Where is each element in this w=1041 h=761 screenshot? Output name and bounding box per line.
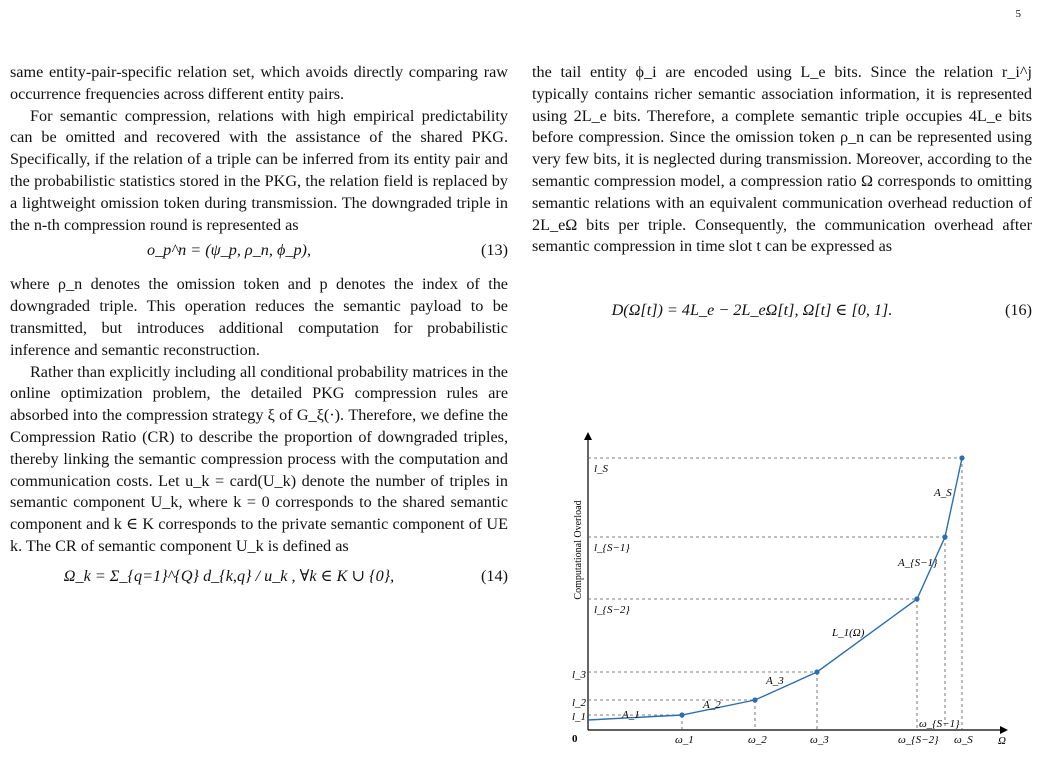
curve-points xyxy=(679,455,964,717)
page-number: 5 xyxy=(1015,8,1021,20)
left-paragraph-3: where ρ_n denotes the omission token and p denotes the index of the downgraded triple. This operation reduces the semantic payload to be transmitted, but introduces additional computation for probabilistic inference and semantic reconstruction. xyxy=(10,275,508,359)
left-paragraph-1: same entity-pair-specific relation set, which avoids directly comparing raw occurrence frequencies across different entity pairs. xyxy=(10,63,508,103)
y-tick-ls: l_S xyxy=(594,463,609,475)
left-paragraph-2: For semantic compression, relations with high empirical predictability can be omitted and recovered with the assistance of the shared PKG. Specifically, if the relation of a triple can be inferred from its entity pair and the probabilistic statistics stored in the PKG, the relation field is replaced by a lightweight omission token during transmission. The downgraded triple in the n-th compression round is represented as xyxy=(10,106,508,234)
y-tick-ls2: l_{S−2} xyxy=(594,604,630,616)
segment-label-a2: A_2 xyxy=(703,699,721,711)
equation-14 xyxy=(10,566,508,600)
compression-overhead-figure xyxy=(570,430,1010,750)
x-tick-w2: ω_2 xyxy=(748,734,767,746)
x-tick-ws2: ω_{S−2} xyxy=(898,734,939,746)
equation-16-number: (16) xyxy=(1005,301,1032,320)
y-tick-ls1: l_{S−1} xyxy=(594,542,630,554)
x-axis-label: Ω xyxy=(998,735,1006,747)
equation-13-body: o_p^n = (ψ_p, ρ_n, ϕ_p), xyxy=(146,241,311,260)
equation-13-number: (13) xyxy=(481,241,508,260)
x-axis-arrow-icon xyxy=(1000,726,1008,734)
segment-label-a1: A_1 xyxy=(622,709,640,721)
left-column xyxy=(10,62,508,604)
y-tick-l3: l_3 xyxy=(572,669,587,681)
guide-lines xyxy=(588,458,962,730)
segment-label-as: A_S xyxy=(934,487,952,499)
y-tick-l1: l_1 xyxy=(572,711,587,723)
equation-16 xyxy=(532,300,1032,330)
curve-label: L_1(Ω) xyxy=(832,627,865,639)
right-paragraph-1: the tail entity ϕ_i are encoded using L_e bits. Since the relation r_i^j typically contains richer semantic association information, it is represented using 2L_e bits. Therefore, a complete semantic triple occupies 4L_e bits before compression. Since the omission token ρ_n can be represented using very few bits, it is neglected during transmission. Moreover, according to the semantic compression model, a compression ratio Ω corresponds to omitting semantic relations with an equivalent communication overhead reduction of 2L_eΩ bits per triple. Consequently, the communication overhead after semantic compression in time slot t can be expressed as xyxy=(532,63,1032,256)
x-tick-ws1: ω_{S−1} xyxy=(919,718,960,730)
x-tick-ws: ω_S xyxy=(954,734,973,746)
equation-14-body: Ω_k = Σ_{q=1}^{Q} d_{k,q} / u_k , ∀k ∈ K ∪ {0}, xyxy=(63,566,395,585)
y-axis-label: Computational Overload xyxy=(573,500,584,600)
left-paragraph-4: Rather than explicitly including all conditional probability matrices in the online optimization problem, the detailed PKG compression rules are absorbed into the compression strategy ξ of G_ξ(·). Therefore, we define the Compression Ratio (CR) to describe the proportion of downgraded triples, thereby linking the semantic compression process with the computation and communication costs. Let u_k = card(U_k) denote the number of triples in semantic component U_k, where k = 0 corresponds to the shared semantic component and k ∈ K corresponds to the private semantic component of UE k. The CR of semantic component U_k is defined as xyxy=(10,362,508,555)
equation-16-body: D(Ω[t]) = 4L_e − 2L_eΩ[t], Ω[t] ∈ [0, 1]. xyxy=(611,301,893,320)
segment-label-a3: A_3 xyxy=(766,675,784,687)
right-column xyxy=(532,62,1032,334)
x-tick-w1: ω_1 xyxy=(675,734,694,746)
segment-label-as1: A_{S−1} xyxy=(898,557,938,569)
equation-13 xyxy=(10,240,508,270)
x-tick-w3: ω_3 xyxy=(810,734,829,746)
y-tick-l2: l_2 xyxy=(572,697,587,709)
equation-14-number: (14) xyxy=(481,566,508,585)
y-axis-arrow-icon xyxy=(584,432,592,440)
origin-label: 0 xyxy=(572,733,578,745)
